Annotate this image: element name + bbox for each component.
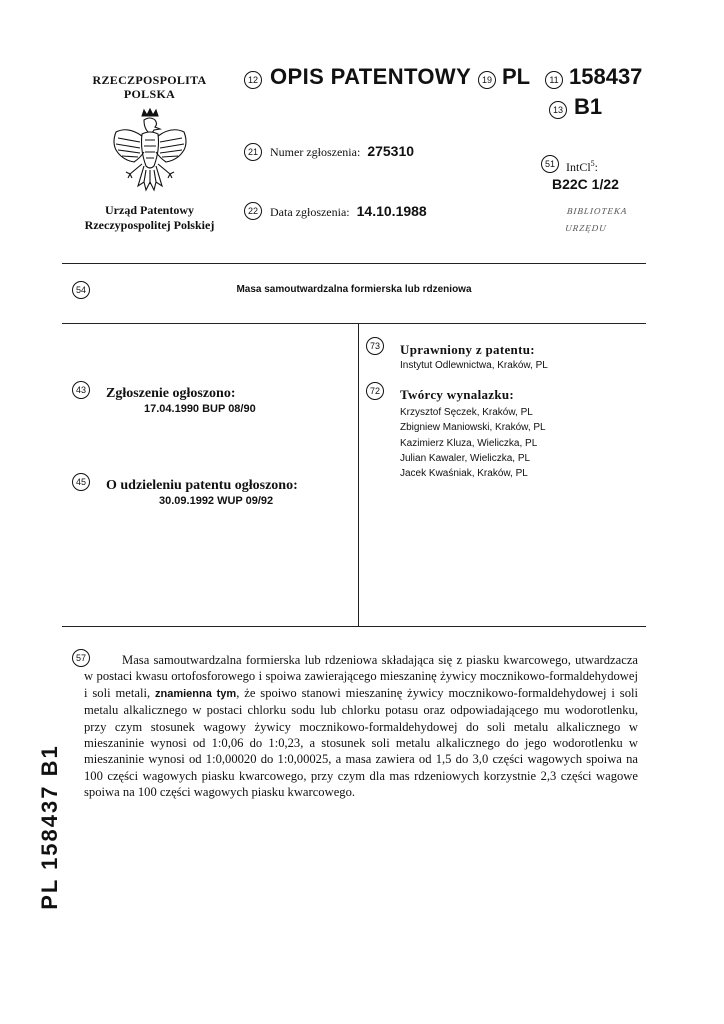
inventor-item: Jacek Kwaśniak, Kraków, PL — [400, 468, 528, 480]
inventor-item: Julian Kawaler, Wieliczka, PL — [400, 452, 531, 464]
abstract-text — [84, 652, 638, 801]
inid-code-45: 45 — [72, 473, 90, 491]
filing-date-label: Data zgłoszenia: — [270, 205, 350, 219]
inid-code-22: 22 — [244, 202, 262, 220]
grant-label: O udzieleniu patentu ogłoszono: — [106, 478, 298, 493]
rule-title-top — [62, 263, 646, 264]
filing-date: 14.10.1988 — [356, 203, 427, 219]
inid-code-19: 19 — [478, 71, 496, 89]
intcl-colon: : — [594, 160, 599, 174]
grant-value: 30.09.1992 WUP 09/92 — [159, 495, 274, 507]
filing-date-row — [270, 203, 427, 220]
intcl-value: B22C 1/22 — [552, 176, 619, 192]
inid-code-73: 73 — [366, 337, 384, 355]
inid-code-21: 21 — [244, 143, 262, 161]
document-title: OPIS PATENTOWY — [270, 64, 472, 89]
invention-title: Masa samoutwardzalna formierska lub rdzeniowa — [236, 284, 472, 295]
inventors-list — [400, 405, 546, 481]
intcl-label-row — [566, 159, 598, 175]
abstract-emphasis: znamienna tym — [154, 687, 237, 700]
inid-code-12: 12 — [244, 71, 262, 89]
country-name — [62, 73, 237, 101]
kind-code: B1 — [574, 94, 603, 119]
inid-code-43: 43 — [72, 381, 90, 399]
abstract-part1: Masa samoutwardzalna formierska lub rdzeniowa składająca się z piasku kwarcowego, utwardzacza w postaci kwasu ortofosforowego i spoiwa zawierającego mieszaninę żywicy mocznikowo-formaldehydowej i soli metali, — [84, 653, 638, 700]
publication-value: 17.04.1990 BUP 08/90 — [144, 403, 256, 415]
stamp-line2: URZĘDU — [564, 223, 608, 233]
publication-label: Zgłoszenie ogłoszono: — [106, 386, 236, 401]
eagle-emblem-icon — [108, 108, 192, 200]
column-divider — [358, 323, 359, 626]
rule-title-bottom — [62, 323, 646, 324]
library-stamp — [564, 203, 628, 237]
inid-code-13: 13 — [549, 101, 567, 119]
inventor-item: Zbigniew Maniowski, Kraków, PL — [400, 422, 546, 434]
intcl-label: IntCl — [566, 160, 591, 174]
rule-abstract-top — [62, 626, 646, 627]
inventor-item: Kazimierz Kluza, Wieliczka, PL — [400, 437, 538, 449]
patent-number: 158437 — [569, 64, 643, 89]
abstract-part2: , że spoiwo stanowi mieszaninę żywicy mocznikowo-formaldehydowej i soli metalu alkalicznego w postaci chlorku sodu lub chlorku potasu oraz odpowiadającego mu wodorotlenku, przy czym stosunek wagowy żywicy mocznikowo-formaldehydowej do soli metalu alkalicznego w mieszaninie wynosi od 1:0,06 do 1:0,23, a stosunek soli metalu alkalicznego do jego wodorotlenku w mieszaninie wynosi od 1:0,00020 do 1:0,00025, a masa zawiera od 1,5 do 3,0 części wagowych spoiwa na 100 części wagowych piasku kwarcowego, przy czym dla mas rdzeniowych korzystnie 2,3 części wagowe spoiwa na 100 części wagowych piasku kwarcowego. — [84, 685, 638, 800]
inventors-label: Twórcy wynalazku: — [400, 387, 515, 402]
application-number-label: Numer zgłoszenia: — [270, 145, 361, 159]
application-number: 275310 — [367, 143, 415, 159]
application-number-row — [270, 143, 414, 160]
office-line1: Urząd Patentowy — [105, 203, 194, 217]
inid-code-72: 72 — [366, 382, 384, 400]
owner-label: Uprawniony z patentu: — [400, 342, 535, 357]
inid-code-51: 51 — [541, 155, 559, 173]
owner-value: Instytut Odlewnictwa, Kraków, PL — [400, 360, 548, 371]
inid-code-54: 54 — [72, 281, 90, 299]
country-line2: POLSKA — [123, 87, 176, 101]
inid-code-57: 57 — [72, 649, 90, 667]
inventor-item: Krzysztof Sęczek, Kraków, PL — [400, 407, 533, 418]
office-line2: Rzeczypospolitej Polskiej — [84, 218, 215, 232]
stamp-line1: BIBLIOTEKA — [566, 206, 628, 216]
side-patent-label: PL 158437 B1 — [37, 744, 62, 910]
inid-code-11: 11 — [545, 71, 563, 89]
intcl-edition: 5 — [590, 159, 595, 168]
country-line1: RZECZPOSPOLITA — [92, 73, 207, 87]
patent-office — [52, 203, 247, 233]
country-code: PL — [502, 64, 531, 89]
